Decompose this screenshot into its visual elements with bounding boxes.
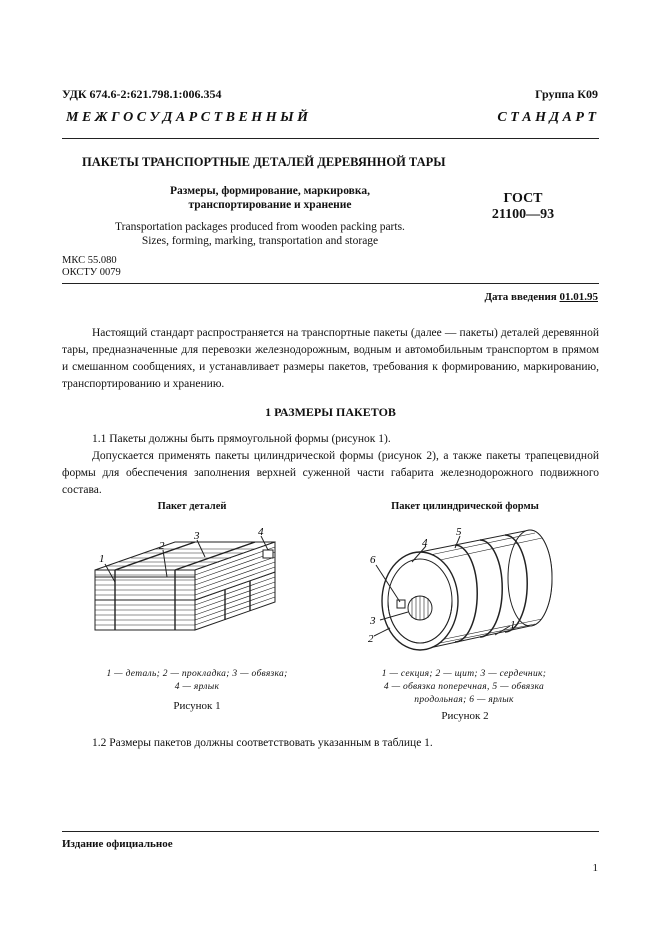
figure-2-callout-3: 3 <box>370 615 376 627</box>
title-en-line: Transportation packages produced from wooden packing parts. <box>115 221 405 233</box>
figure-1-label: Рисунок 1 <box>173 700 221 712</box>
standard-type-line <box>66 110 596 126</box>
standard-type-word-2: С Т А Н Д А Р Т <box>497 110 596 125</box>
okstu-code: ОКСТУ 0079 <box>62 267 121 278</box>
figure-2-label: Рисунок 2 <box>441 710 489 722</box>
caption-line: 1 — деталь; 2 — прокладка; 3 — обвязка; <box>106 669 288 679</box>
figure-1-caption <box>92 668 302 694</box>
paragraph-1-1: 1.1 Пакеты должны быть прямоугольной формы (рисунок 1). <box>92 433 391 445</box>
figure-1-callout-4: 4 <box>258 526 264 538</box>
group-code: Группа К09 <box>535 87 598 101</box>
title-rule <box>62 283 599 284</box>
figure-1-callout-3: 3 <box>194 530 200 542</box>
effective-date-label: Дата введения <box>484 291 560 303</box>
caption-line: 1 — секция; 2 — щит; 3 — сердечник; <box>381 669 547 679</box>
section-1-title: 1 РАЗМЕРЫ ПАКЕТОВ <box>265 405 396 419</box>
paragraph-1-1-continued: Допускается применять пакеты цилиндрической формы (рисунок 2), а также пакеты трапецевидной формы для обеспечения заполнения верхней суженной части габарита железнодорожного подвижного состава. <box>62 450 599 496</box>
mks-code: МКС 55.080 <box>62 255 117 266</box>
gost-number <box>478 191 568 223</box>
udk-code: УДК 674.6-2:621.798.1:006.354 <box>62 87 222 101</box>
gost-label: ГОСТ <box>503 191 543 206</box>
subtitle-line: транспортирование и хранение <box>188 199 352 211</box>
page-number: 1 <box>592 862 598 874</box>
figure-2-callout-6: 6 <box>370 554 376 566</box>
figure-2-callout-1: 1 <box>510 619 516 631</box>
header-rule <box>62 138 599 139</box>
title-en-line: Sizes, forming, marking, transportation and storage <box>141 235 379 247</box>
figure-1-title: Пакет деталей <box>157 501 227 512</box>
figure-2-callout-5: 5 <box>456 526 462 538</box>
classification-codes <box>62 255 121 279</box>
paragraph-1-2: 1.2 Размеры пакетов должны соответствовать указанным в таблице 1. <box>92 737 433 749</box>
effective-date-value: 01.01.95 <box>559 291 598 303</box>
figure-2-callout-4: 4 <box>422 537 428 549</box>
footer-rule <box>62 831 599 832</box>
document-subtitle <box>120 184 420 212</box>
label-tag <box>263 550 273 558</box>
figure-2-drawing <box>360 520 570 660</box>
standard-type-word-1: М Е Ж Г О С У Д А Р С Т В Е Н Н Ы Й <box>66 110 309 125</box>
figure-1-drawing <box>85 522 300 657</box>
intro-paragraph: Настоящий стандарт распространяется на транспортные пакеты (далее — пакеты) деталей деревянной тары, предназначенные для перевозки железнодорожным, водным и автомобильным транспортом в прямом и смешанном сообщениях, и устанавливает размеры пакетов, требования к формированию, маркированию, транспортированию и хранению. <box>62 327 599 390</box>
subtitle-line: Размеры, формирование, маркировка, <box>170 185 370 197</box>
effective-date <box>484 291 598 303</box>
figure-2-callout-2: 2 <box>368 633 374 645</box>
document-title-english <box>100 220 420 248</box>
gost-code: 21100—93 <box>491 207 555 222</box>
caption-line: 4 — обвязка поперечная, 5 — обвязка <box>383 682 545 692</box>
figure-1-callout-1: 1 <box>99 553 105 565</box>
cylinder-label-tag <box>397 600 405 608</box>
caption-line: 4 — ярлык <box>174 682 220 692</box>
caption-line: продольная; 6 — ярлык <box>414 695 514 705</box>
figure-2-caption <box>348 668 580 707</box>
figure-2-title: Пакет цилиндрической формы <box>391 501 539 512</box>
official-edition-note: Издание официальное <box>62 838 173 850</box>
document-title: ПАКЕТЫ ТРАНСПОРТНЫЕ ДЕТАЛЕЙ ДЕРЕВЯННОЙ ТАРЫ <box>82 155 446 169</box>
figure-1-callout-2: 2 <box>159 540 165 552</box>
